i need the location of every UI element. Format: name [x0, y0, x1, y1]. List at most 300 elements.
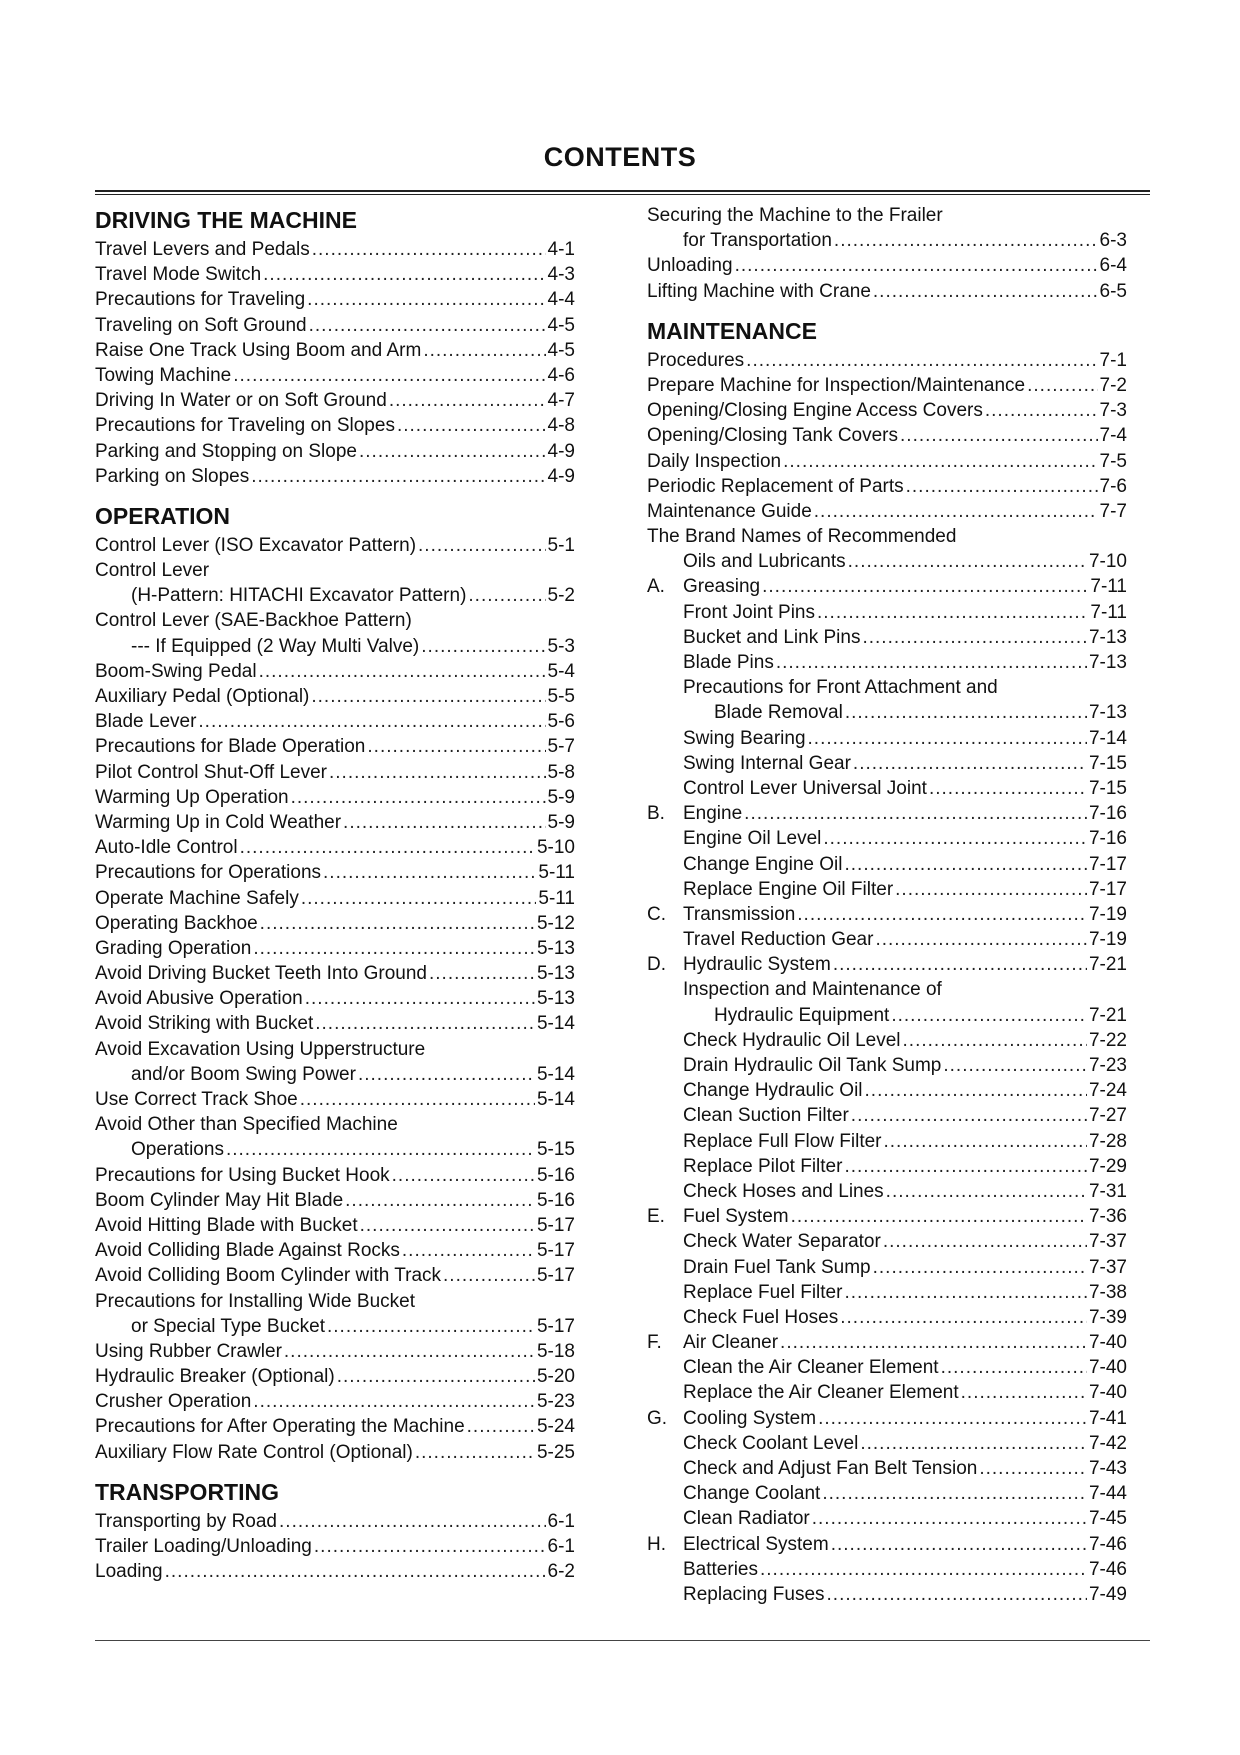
toc-entry[interactable] [647, 726, 1127, 751]
toc-entry-label: Precautions for After Operating the Machine [95, 1416, 465, 1438]
toc-entry-page: 5-14 [536, 1063, 575, 1085]
toc-entry-label: Loading [95, 1561, 163, 1583]
dot-leader [165, 1559, 546, 1584]
toc-entry-label: Lifting Machine with Crane [647, 280, 871, 302]
toc-entry-page: 7-46 [1088, 1533, 1127, 1555]
toc-entry-label: Driving In Water or on Soft Ground [95, 390, 387, 412]
toc-entry[interactable] [95, 338, 575, 363]
dot-leader [314, 1534, 546, 1559]
toc-entry-label: Drain Hydraulic Oil Tank Sump [683, 1055, 942, 1076]
toc-entry[interactable] [647, 474, 1127, 499]
toc-entry-page: 7-19 [1088, 929, 1127, 951]
toc-entry[interactable] [95, 1112, 575, 1137]
toc-entry-label: Travel Reduction Gear [683, 929, 874, 951]
toc-entry[interactable] [95, 1163, 575, 1188]
toc-entry[interactable] [647, 253, 1127, 278]
toc-entry[interactable] [95, 262, 575, 287]
toc-entry[interactable] [95, 558, 575, 583]
toc-entry-label: Check Coolant Level [683, 1432, 859, 1454]
toc-entry-label: Avoid Other than Specified Machine [95, 1114, 398, 1136]
toc-entry[interactable] [95, 860, 575, 885]
dot-leader [827, 1582, 1087, 1607]
toc-entry[interactable] [647, 1481, 1127, 1506]
toc-entry-label: Control Lever (ISO Excavator Pattern) [95, 534, 417, 556]
dot-leader [961, 1380, 1087, 1405]
toc-entry[interactable] [647, 776, 1127, 801]
dot-leader [360, 1213, 535, 1238]
toc-entry-page: 7-27 [1088, 1105, 1127, 1127]
toc-entry-page: 5-17 [536, 1214, 575, 1236]
toc-entry[interactable] [647, 1179, 1127, 1204]
dot-leader [865, 1078, 1087, 1103]
toc-entry-page: 5-9 [547, 786, 575, 808]
toc-entry-label: Towing Machine [95, 364, 232, 386]
toc-right-column [647, 203, 1127, 1607]
toc-entry[interactable] [647, 398, 1127, 423]
dot-leader [327, 1314, 535, 1339]
dot-leader [943, 1053, 1087, 1078]
dot-leader [886, 1179, 1087, 1204]
dot-leader [817, 600, 1088, 625]
toc-entry-page: 5-11 [538, 862, 575, 884]
toc-entry-label: Change Engine Oil [683, 853, 843, 875]
toc-entry-label: Replacing Fuses [683, 1583, 825, 1605]
toc-entry-label: Clean Suction Filter [683, 1105, 849, 1127]
toc-entry[interactable] [647, 1380, 1127, 1405]
toc-entry[interactable] [95, 1414, 575, 1439]
dot-leader [883, 1229, 1087, 1254]
toc-entry-label: Clean Radiator [683, 1508, 810, 1530]
toc-entry-page: 7-49 [1088, 1583, 1127, 1605]
dot-leader [873, 279, 1098, 304]
dot-leader [818, 1406, 1087, 1431]
dot-leader [329, 760, 546, 785]
toc-entry[interactable] [95, 464, 575, 489]
toc-entry[interactable] [647, 852, 1127, 877]
dot-leader [844, 1280, 1087, 1305]
toc-entry[interactable] [647, 1229, 1127, 1254]
toc-entry[interactable] [647, 1355, 1127, 1380]
toc-entry[interactable] [647, 650, 1127, 675]
dot-leader [845, 700, 1087, 725]
toc-entry-page: 4-9 [547, 440, 575, 462]
toc-entry-page: 7-39 [1088, 1306, 1127, 1328]
dot-leader [397, 413, 546, 438]
toc-entry-label: Control Lever [95, 560, 210, 582]
dot-leader [311, 684, 545, 709]
toc-entry-page: 7-44 [1088, 1483, 1127, 1505]
toc-entry[interactable] [95, 1238, 575, 1263]
toc-entry-page: 6-1 [547, 1510, 575, 1532]
toc-entry-label: Hydraulic Breaker (Optional) [95, 1366, 335, 1388]
dot-leader [198, 709, 545, 734]
toc-entry[interactable] [647, 1129, 1127, 1154]
toc-entry[interactable] [647, 1053, 1127, 1078]
toc-entry-label: Check Fuel Hoses [683, 1306, 839, 1328]
toc-entry-label: Electrical System [683, 1533, 829, 1555]
toc-entry[interactable] [95, 760, 575, 785]
toc-entry[interactable] [647, 1204, 1127, 1229]
toc-entry[interactable] [95, 1137, 575, 1162]
dot-leader [305, 986, 535, 1011]
toc-entry-label: Check Hoses and Lines [683, 1180, 884, 1202]
toc-entry-page: 5-10 [536, 837, 575, 859]
toc-entry-label: Swing Bearing [683, 727, 806, 749]
footer-rule [95, 1640, 1150, 1641]
toc-entry[interactable] [95, 810, 575, 835]
section-heading: DRIVING THE MACHINE [95, 207, 357, 233]
toc-entry[interactable] [647, 524, 1127, 549]
toc-entry[interactable] [647, 574, 1127, 599]
dot-leader [833, 952, 1087, 977]
dot-leader [251, 464, 545, 489]
toc-entry-page: 7-13 [1088, 626, 1127, 648]
toc-entry-label: Blade Pins [683, 652, 774, 673]
toc-entry[interactable] [95, 363, 575, 388]
toc-entry-page: 5-25 [536, 1441, 575, 1463]
toc-entry[interactable] [647, 625, 1127, 650]
dot-leader [844, 1154, 1087, 1179]
toc-entry[interactable] [647, 801, 1127, 826]
toc-entry-label: Using Rubber Crawler [95, 1340, 282, 1362]
toc-entry-page: 5-5 [547, 686, 575, 707]
dot-leader [312, 237, 546, 262]
toc-entry-page: 4-4 [547, 289, 575, 311]
dot-leader [746, 348, 1097, 373]
toc-entry-label: Boom Cylinder May Hit Blade [95, 1189, 344, 1211]
toc-entry-page: 7-42 [1088, 1432, 1127, 1454]
toc-entry-page: 4-6 [547, 364, 575, 386]
toc-entry-label: Replace Engine Oil Filter [683, 878, 894, 900]
toc-entry[interactable] [95, 608, 575, 633]
toc-entry-page: 5-1 [547, 534, 575, 556]
toc-entry[interactable] [647, 675, 1127, 700]
toc-entry-page: 4-9 [547, 465, 575, 487]
dot-leader [337, 1364, 535, 1389]
toc-entry[interactable] [95, 1389, 575, 1414]
toc-entry[interactable] [95, 287, 575, 312]
toc-entry-page: 7-6 [1099, 475, 1127, 497]
toc-entry-label: Avoid Abusive Operation [95, 988, 303, 1010]
dot-leader [343, 810, 545, 835]
toc-entry-label: Inspection and Maintenance of [683, 979, 942, 1001]
toc-left-column [95, 203, 575, 1584]
toc-entry-letter: G. [647, 1407, 668, 1429]
toc-entry-page: 7-40 [1088, 1332, 1127, 1354]
toc-entry-page: 7-13 [1088, 652, 1127, 673]
dot-leader [814, 499, 1098, 524]
toc-entry-label: Drain Fuel Tank Sump [683, 1256, 871, 1278]
toc-entry[interactable] [647, 1330, 1127, 1355]
toc-entry[interactable] [95, 911, 575, 936]
toc-entry[interactable] [647, 1078, 1127, 1103]
toc-entry-label: Warming Up Operation [95, 786, 289, 808]
dot-leader [389, 388, 546, 413]
toc-entry-page: 7-22 [1088, 1029, 1127, 1051]
toc-entry[interactable] [647, 952, 1127, 977]
toc-entry[interactable] [95, 1339, 575, 1364]
dot-leader [812, 1506, 1087, 1531]
toc-entry-letter: A. [647, 576, 665, 598]
dot-leader [402, 1238, 535, 1263]
toc-entry[interactable] [95, 986, 575, 1011]
dot-leader [309, 313, 546, 338]
toc-entry[interactable] [647, 203, 1127, 228]
toc-entry-page: 5-24 [536, 1416, 575, 1438]
toc-entry-label: Trailer Loading/Unloading [95, 1536, 312, 1557]
toc-entry-page: 5-20 [536, 1366, 575, 1388]
toc-entry[interactable] [95, 1263, 575, 1288]
toc-entry-label: Avoid Striking with Bucket [95, 1013, 314, 1035]
toc-entry-page: 5-13 [536, 937, 575, 959]
toc-entry-page: 5-3 [547, 635, 575, 657]
dot-leader [895, 877, 1087, 902]
toc-entry[interactable] [95, 1213, 575, 1238]
toc-entry[interactable] [647, 1003, 1127, 1028]
toc-entry[interactable] [647, 1532, 1127, 1557]
toc-entry-label: Replace Fuel Filter [683, 1281, 843, 1303]
section-heading: MAINTENANCE [647, 317, 817, 344]
dot-leader [760, 1557, 1087, 1582]
toc-entry-page: 5-14 [536, 1089, 575, 1110]
toc-entry-label: Operate Machine Safely [95, 887, 299, 909]
toc-entry-page: 5-11 [538, 887, 575, 909]
toc-entry-page: 5-17 [536, 1315, 575, 1337]
dot-leader [259, 659, 546, 684]
toc-entry-page: 5-12 [536, 912, 575, 934]
toc-entry[interactable] [647, 449, 1127, 474]
toc-entry[interactable] [95, 413, 575, 438]
toc-entry-page: 7-46 [1088, 1558, 1127, 1580]
dot-leader [845, 852, 1087, 877]
toc-entry[interactable] [647, 1154, 1127, 1179]
dot-leader [735, 253, 1098, 278]
toc-entry-page: 7-19 [1088, 903, 1127, 925]
toc-entry-page: 5-16 [536, 1189, 575, 1211]
dot-leader [284, 1339, 535, 1364]
toc-entry-page: 7-7 [1099, 500, 1127, 522]
toc-entry-label: Precautions for Traveling [95, 289, 306, 311]
toc-entry-page: 5-13 [536, 963, 575, 985]
toc-entry[interactable] [95, 1289, 575, 1314]
toc-entry[interactable] [95, 1011, 575, 1036]
dot-leader [840, 1305, 1087, 1330]
toc-entry-label: Precautions for Front Attachment and [683, 677, 998, 699]
toc-entry[interactable] [647, 348, 1127, 373]
toc-entry[interactable] [647, 1406, 1127, 1431]
toc-entry-label: Greasing [683, 576, 761, 598]
toc-entry-label: Traveling on Soft Ground [95, 314, 307, 336]
toc-entry[interactable] [647, 600, 1127, 625]
toc-entry[interactable] [647, 1456, 1127, 1481]
dot-leader [323, 860, 536, 885]
toc-entry[interactable] [647, 423, 1127, 448]
toc-entry[interactable] [647, 902, 1127, 927]
toc-entry-page: 5-18 [536, 1340, 575, 1362]
dot-leader [279, 1509, 546, 1534]
toc-entry-page: 4-1 [547, 239, 575, 260]
dot-leader [823, 826, 1087, 851]
toc-entry[interactable] [647, 1582, 1127, 1607]
toc-entry-label: Travel Levers and Pedals [95, 239, 310, 260]
toc-entry-label: Replace the Air Cleaner Element [683, 1382, 959, 1404]
dot-leader [443, 1263, 535, 1288]
dot-leader [1027, 373, 1097, 398]
toc-entry[interactable] [95, 533, 575, 558]
toc-entry[interactable] [647, 1431, 1127, 1456]
toc-entry-label: Use Correct Track Shoe [95, 1089, 298, 1110]
toc-section-transporting [95, 1475, 575, 1585]
toc-entry-page: 6-5 [1099, 280, 1127, 302]
toc-entry-label: Blade Lever [95, 711, 197, 733]
toc-entry[interactable] [647, 1280, 1127, 1305]
dot-leader [906, 474, 1098, 499]
section-heading: OPERATION [95, 502, 231, 529]
toc-entry-label: Front Joint Pins [683, 601, 815, 623]
toc-entry-label: Warming Up in Cold Weather [95, 811, 342, 833]
toc-entry-page: 7-10 [1088, 551, 1127, 573]
toc-section-driving-the-machine [95, 203, 575, 489]
toc-entry-label: Batteries [683, 1558, 758, 1580]
toc-entry[interactable] [95, 936, 575, 961]
toc-entry-page: 5-17 [536, 1265, 575, 1287]
toc-entry[interactable] [95, 388, 575, 413]
dot-leader [941, 1355, 1087, 1380]
toc-entry[interactable] [647, 1255, 1127, 1280]
toc-entry[interactable] [647, 977, 1127, 1002]
toc-entry[interactable] [647, 228, 1127, 253]
dot-leader [860, 1431, 1087, 1456]
toc-entry-label: Securing the Machine to the Frailer [647, 205, 943, 226]
toc-entry[interactable] [95, 439, 575, 464]
toc-section-operation [95, 499, 575, 1465]
toc-entry[interactable] [647, 751, 1127, 776]
toc-entry-page: 5-9 [547, 811, 575, 833]
dot-leader [467, 1414, 535, 1439]
toc-entry-letter: E. [647, 1206, 665, 1228]
dot-leader [875, 927, 1087, 952]
dot-leader [808, 726, 1087, 751]
dot-leader [797, 902, 1087, 927]
dot-leader [415, 1440, 535, 1465]
toc-entry[interactable] [95, 886, 575, 911]
toc-entry-page: 7-11 [1090, 601, 1127, 623]
toc-entry[interactable] [647, 549, 1127, 574]
toc-entry-label: (H-Pattern: HITACHI Excavator Pattern) [131, 585, 467, 607]
dot-leader [291, 785, 546, 810]
toc-entry[interactable] [95, 1364, 575, 1389]
dot-leader [848, 549, 1087, 574]
toc-entry[interactable] [647, 1103, 1127, 1128]
dot-leader [884, 1129, 1087, 1154]
toc-entry-label: Replace Pilot Filter [683, 1155, 843, 1177]
dot-leader [421, 634, 545, 659]
toc-entry[interactable] [647, 826, 1127, 851]
toc-entry-label: Change Coolant [683, 1483, 821, 1505]
toc-entry[interactable] [95, 1314, 575, 1339]
toc-entry[interactable] [95, 1559, 575, 1584]
toc-entry-page: 7-37 [1088, 1231, 1127, 1253]
toc-entry[interactable] [95, 734, 575, 759]
toc-entry[interactable] [95, 634, 575, 659]
dot-leader [253, 1389, 535, 1414]
toc-entry-label: Auxiliary Flow Rate Control (Optional) [95, 1441, 413, 1463]
toc-entry-page: 5-7 [547, 736, 575, 758]
dot-leader [891, 1003, 1087, 1028]
toc-entry[interactable] [647, 279, 1127, 304]
toc-entry-label: Hydraulic System [683, 954, 831, 976]
dot-leader [307, 287, 545, 312]
toc-entry[interactable] [95, 835, 575, 860]
toc-entry-label: Replace Full Flow Filter [683, 1130, 882, 1152]
toc-entry-letter: B. [647, 803, 665, 825]
toc-entry-page: 6-2 [547, 1561, 575, 1583]
toc-entry-letter: H. [647, 1533, 666, 1555]
toc-entry-page: 7-36 [1088, 1206, 1127, 1228]
toc-entry-label: Maintenance Guide [647, 500, 812, 522]
toc-entry-label: Operating Backhoe [95, 912, 258, 934]
toc-entry[interactable] [95, 1087, 575, 1112]
toc-entry[interactable] [95, 1509, 575, 1534]
toc-entry-label: The Brand Names of Recommended [647, 526, 957, 548]
dot-leader [900, 423, 1098, 448]
toc-entry[interactable] [95, 1062, 575, 1087]
toc-entry-label: Periodic Replacement of Parts [647, 475, 904, 497]
toc-entry[interactable] [647, 373, 1127, 398]
toc-entry[interactable] [647, 1506, 1127, 1531]
toc-entry-page: 7-28 [1088, 1130, 1127, 1152]
toc-entry[interactable] [95, 709, 575, 734]
toc-entry[interactable] [95, 785, 575, 810]
dot-leader [260, 911, 535, 936]
toc-entry-page: 4-7 [547, 390, 575, 412]
toc-entry-label: Change Hydraulic Oil [683, 1080, 863, 1102]
toc-entry-label: Bucket and Link Pins [683, 626, 861, 648]
toc-entry[interactable] [647, 927, 1127, 952]
toc-entry[interactable] [95, 1440, 575, 1465]
toc-entry-label: Precautions for Using Bucket Hook [95, 1164, 390, 1186]
section-heading: TRANSPORTING [95, 1478, 279, 1505]
toc-entry-label: Parking and Stopping on Slope [95, 440, 357, 462]
toc-entry-label: Avoid Hitting Blade with Bucket [95, 1214, 358, 1236]
toc-entry-label: or Special Type Bucket [131, 1315, 325, 1337]
toc-entry[interactable] [95, 1534, 575, 1559]
toc-entry[interactable] [95, 583, 575, 608]
toc-entry[interactable] [647, 1028, 1127, 1053]
toc-entry[interactable] [95, 1037, 575, 1062]
toc-entry-page: 7-15 [1088, 777, 1127, 799]
toc-entry[interactable] [95, 1188, 575, 1213]
toc-entry[interactable] [95, 684, 575, 709]
toc-entry-page: 7-17 [1088, 878, 1127, 900]
toc-entry[interactable] [95, 237, 575, 262]
toc-entry[interactable] [647, 1557, 1127, 1582]
dot-leader [233, 363, 545, 388]
toc-entry-page: 7-3 [1099, 400, 1127, 422]
toc-entry[interactable] [95, 961, 575, 986]
dot-leader [429, 961, 535, 986]
toc-entry-label: Opening/Closing Engine Access Covers [647, 400, 983, 422]
toc-entry[interactable] [95, 313, 575, 338]
toc-entry[interactable] [95, 659, 575, 684]
toc-entry-page: 7-37 [1088, 1256, 1127, 1278]
toc-entry[interactable] [647, 877, 1127, 902]
toc-entry-label: Grading Operation [95, 937, 252, 959]
toc-entry[interactable] [647, 499, 1127, 524]
toc-entry[interactable] [647, 700, 1127, 725]
toc-entry[interactable] [647, 1305, 1127, 1330]
toc-entry-page: 5-4 [547, 660, 575, 682]
